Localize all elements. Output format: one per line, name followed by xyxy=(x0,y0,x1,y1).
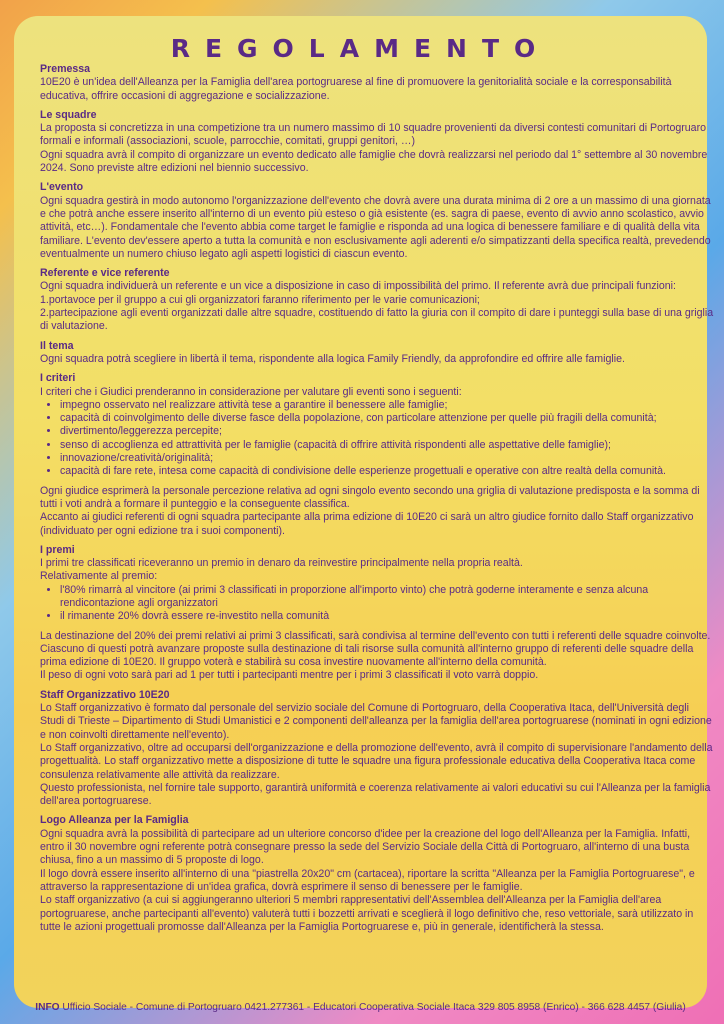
section-criteri xyxy=(40,372,716,538)
info-text: Ufficio Sociale - Comune di Portogruaro 0421.277361 - Educatori Cooperativa Sociale Itaca 329 805 8958 (Enrico) - 366 628 4457 (Giulia) xyxy=(59,1002,686,1013)
paragraph: Ogni squadra individuerà un referente e un vice a disposizione in caso di impossibilità del primo. Il referente avrà due principali funzioni: xyxy=(40,280,676,293)
contact-info xyxy=(14,1001,707,1014)
paragraph: Accanto ai giudici referenti di ogni squadra partecipante alla prima edizione di 10E20 ci sarà un altro giudice fornito dallo Staff organizzativo (individuato per ogni edizione tra i suoi componenti). xyxy=(40,511,694,537)
paragraph: La destinazione del 20% dei premi relativi ai primi 3 classificati, sarà condivisa al termine dell'evento con tutti i referenti delle squadre coinvolte. Ciascuno di questi potrà avanzare proposte sulla destinazione di tali risorse sulla comunità all'interno gruppo di referenti delle squadre della prima edizione di 10E20. Il gruppo voterà e stabilirà su cosa investire nuovamente all'interno della comunità. xyxy=(40,629,711,669)
paragraph: 10E20 è un'idea dell'Alleanza per la Famiglia dell'area portogruarese al fine di promuovere la genitorialità sociale e la corresponsabilità educativa, offrire occasioni di aggregazione e socializzazione. xyxy=(40,76,672,102)
section-heading: Le squadre xyxy=(40,108,97,121)
section-referente xyxy=(40,267,716,333)
list-item: • il rimanente 20% dovrà essere re-investito nella comunità xyxy=(60,610,716,623)
info-label: INFO xyxy=(35,1002,60,1013)
section-heading: Logo Alleanza per la Famiglia xyxy=(40,814,189,827)
list-item: • l'80% rimarrà al vincitore (ai primi 3 classificati in proporzione all'importo vinto) che potrà goderne interamente e senza alcuna rendicontazione agli organizzatori xyxy=(60,584,716,611)
paragraph: 1.portavoce per il gruppo a cui gli organizzatori faranno riferimento per le varie comunicazioni; xyxy=(40,293,480,306)
paragraph: I primi tre classificati riceveranno un premio in denaro da reinvestire principalmente nella propria realtà. xyxy=(40,557,523,570)
paragraph: Ogni squadra gestirà in modo autonomo l'organizzazione dell'evento che dovrà avere una durata minima di 2 ore a un massimo di una giornata e che potrà anche essere inserito all'interno di un evento più esteso o già esistente (es. sagra di paese, evento di avvio anno scolastico, avvio attività, etc…). Fondamentale che l'evento abbia come target le famiglie e risponda ad una logica di benessere familiare e di qualità della vita familiare. L'evento dev'essere aperto a tutta la comunità e non esclusivamente agli aderenti e/o simpatizzanti della specifica realtà, prevedendo eventualmente un numero chiuso legato agli aspetti logistici di ciascun evento. xyxy=(40,194,711,260)
section-squadre xyxy=(40,109,716,175)
list-item: • capacità di fare rete, intesa come capacità di condivisione delle esperienze progettuali e operative con altre realtà della comunità. xyxy=(60,465,716,478)
list-item: • innovazione/creatività/originalità; xyxy=(60,452,716,465)
paragraph: Ogni squadra avrà la possibilità di partecipare ad un ulteriore concorso d'idee per la creazione del logo dell'Alleanza per la Famiglia. Infatti, entro il 30 novembre ogni referente potrà consegnare presso la sede del Servizio Sociale della Città di Portogruaro, all'interno di una busta chiusa, fino a un massimo di 5 proposte di logo. xyxy=(40,827,691,867)
page-title: REGOLAMENTO xyxy=(170,34,551,63)
paragraph: Ogni squadra avrà il compito di organizzare un evento dedicato alle famiglie che dovrà realizzarsi nel periodo dal 1° settembre al 30 novembre 2024. Sono previste altre edizioni nel biennio successivo. xyxy=(40,148,708,175)
section-heading: Referente e vice referente xyxy=(40,267,170,280)
section-heading: Premessa xyxy=(40,63,91,75)
section-staff xyxy=(40,689,716,809)
paragraph: Relativamente al premio: xyxy=(40,570,158,583)
paragraph: La proposta si concretizza in una competizione tra un numero massimo di 10 squadre provenienti da diversi contesti comunitari di Portogruaro formali e informali (associazioni, scuole, parrocchie, comitati, gruppi genitori, …) xyxy=(40,122,706,148)
section-evento xyxy=(40,181,716,261)
section-heading: L'evento xyxy=(40,181,84,194)
regulation-card xyxy=(14,16,714,1013)
section-logo xyxy=(40,814,716,934)
section-tema xyxy=(40,340,716,367)
paragraph: Ogni squadra potrà scegliere in libertà il tema, rispondente alla logica Family Friendly, da approfondire ed offrire alle famiglie. xyxy=(40,352,625,365)
paragraph: Ogni giudice esprimerà la personale percezione relativa ad ogni singolo evento secondo una griglia di valutazione predisposta e la somma di tutti i voti andrà a formare il punteggio e la conseguente classifica. xyxy=(40,484,700,510)
list-item: • impegno osservato nel realizzare attività tese a garantire il benessere alle famiglie; xyxy=(60,399,716,412)
section-heading: Il tema xyxy=(40,339,74,352)
section-premi xyxy=(40,544,716,683)
paragraph: I criteri che i Giudici prenderanno in considerazione per valutare gli eventi sono i seguenti: xyxy=(40,385,462,398)
list-item: • capacità di coinvolgimento delle diverse fasce della popolazione, con particolare attenzione per quelle più fragili della comunità; xyxy=(60,412,716,425)
paragraph: Il peso di ogni voto sarà pari ad 1 per tutti i partecipanti mentre per i primi 3 classificati il voto varrà doppio. xyxy=(40,669,539,682)
section-heading: Staff Organizzativo 10E20 xyxy=(40,688,170,701)
section-premessa xyxy=(40,63,716,103)
section-heading: I criteri xyxy=(40,372,76,385)
paragraph: Il logo dovrà essere inserito all'interno di una "piastrella 20x20" cm (cartacea), riportare la scritta "Alleanza per la Famiglia Portogruarese", e attraverso la rappresentazione di un'idea grafica, dovrà esprimere il senso di benessere per le famiglie. xyxy=(40,867,695,893)
prize-list xyxy=(40,584,716,624)
paragraph: Lo Staff organizzativo, oltre ad occuparsi dell'organizzazione e della promozione dell'evento, avrà il compito di supervisionare l'andamento della progettualità. Lo staff organizzativo mette a disposizione di tutte le squadre una figura professionale educativa della Cooperativa Itaca come consulenza relativamente alle attività da realizzare. xyxy=(40,741,713,781)
criteria-list xyxy=(40,399,716,479)
list-item: • senso di accoglienza ed attrattività per le famiglie (capacità di offrire attività rispondenti alle aspettative delle famiglie); xyxy=(60,439,716,452)
paragraph: Lo staff organizzativo (a cui si aggiungeranno ulteriori 5 membri rappresentativi dell'Assemblea dell'Alleanza per la Famiglia dell'area portogruarese, anche partecipanti all'evento) valuterà tutti i bozzetti arrivati e sceglierà il logo definitivo che, reso vettoriale, sarà utilizzato in tutte le azioni progettuali promosse dall'Alleanza per la Famiglia Portogruarese e, più in generale, identificherà la stessa. xyxy=(40,894,694,933)
list-item: • divertimento/leggerezza percepite; xyxy=(60,425,716,438)
paragraph: 2.partecipazione agli eventi organizzati dalle altre squadre, costituendo di fatto la giuria con il compito di dare i punteggi sulla base di una griglia di valutazione. xyxy=(40,307,714,333)
section-heading: I premi xyxy=(40,543,75,556)
regulation-content xyxy=(40,63,716,940)
paragraph: Lo Staff organizzativo è formato dal personale del servizio sociale del Comune di Portogruaro, della Cooperativa Itaca, dell'Università degli Studi di Trieste – Dipartimento di Studi Umanistici e 2 componenti dell'alleanza per la famiglia dell'area portogruarese (nominati in ogni edizione e non coinvolti direttamente nell'evento). xyxy=(40,702,712,741)
paragraph: Questo professionista, nel fornire tale supporto, garantirà uniformità e coerenza relativamente ai valori educativi su cui l'Alleanza per la famiglia dell'area portogruarese. xyxy=(40,781,711,808)
